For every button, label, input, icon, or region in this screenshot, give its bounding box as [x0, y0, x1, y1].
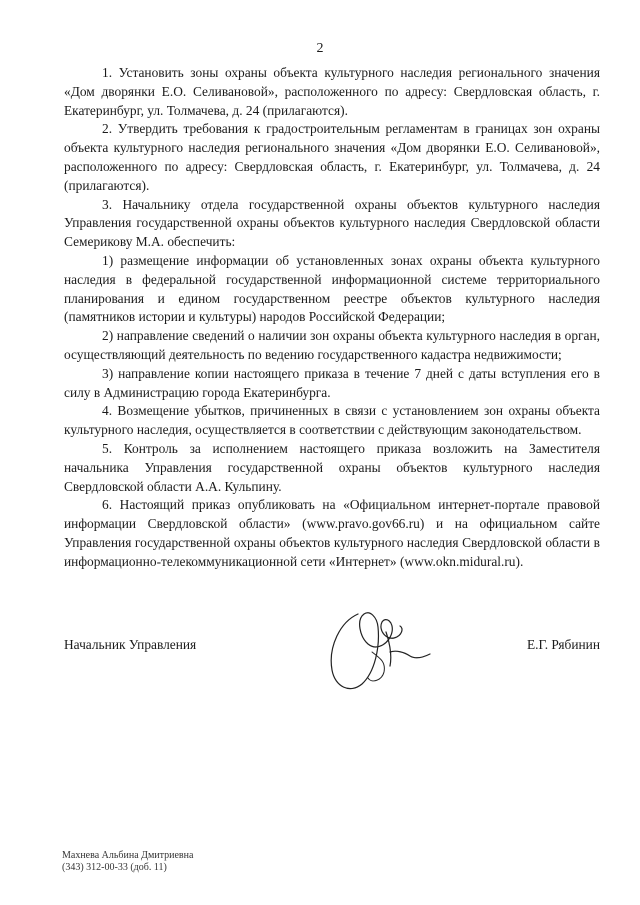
paragraph-2: 2. Утвердить требования к градостроительным регламентам в границах зон охраны объекта культурного наследия регионального значения «Дом дворянки Е.О. Селивановой», расположенного по адресу: Свердловская область, г. Екатеринбург, ул. Толмачева, д. 24 (прилагаются).	[64, 121, 600, 193]
contact-person: Махнева Альбина Дмитриевна	[62, 850, 194, 861]
page-number: 2	[316, 41, 324, 56]
paragraph-3: 3. Начальнику отдела государственной охраны объектов культурного наследия Управления государственной охраны объектов культурного наследия Свердловской области Семерикову М.А. обеспечить:	[64, 196, 600, 250]
paragraph-6: 6. Настоящий приказ опубликовать на «Официальном интернет-портале правовой информации Свердловской области» (www.pravo.gov66.ru) и на официальном сайте Управления государственной охраны объектов культурного наследия Свердловской области в информационно-телекоммуникационной сети «Интернет» (www.okn.midural.ru).	[64, 497, 600, 569]
handwritten-signature	[320, 592, 450, 702]
paragraph-3-item-2: 2) направление сведений о наличии зон охраны объекта культурного наследия в орган, осуществляющий деятельность по ведению государственного кадастра недвижимости;	[64, 328, 600, 362]
paragraph-4: 4. Возмещение убытков, причиненных в связи с установлением зон охраны объекта культурного наследия, осуществляется в соответствии с действующим законодательством.	[64, 403, 600, 438]
contact-info	[62, 850, 193, 874]
paragraph-3-item-3: 3) направление копии настоящего приказа в течение 7 дней с даты вступления его в силу в Администрацию города Екатеринбурга.	[64, 365, 600, 400]
paragraph-5: 5. Контроль за исполнением настоящего приказа возложить на Заместителя начальника Управления государственной охраны объектов культурного наследия Свердловской области А.А. Кульпину.	[64, 440, 600, 494]
signatory-position: Начальник Управления	[64, 637, 197, 652]
contact-phone: (343) 312-00-33 (доб. 11)	[62, 862, 167, 873]
signatory-name: Е.Г. Рябинин	[526, 637, 600, 652]
paragraph-1: 1. Установить зоны охраны объекта культурного наследия регионального значения «Дом дворянки Е.О. Селивановой», расположенного по адресу: Свердловская область, г. Екатеринбург, ул. Толмачева, д. 24 (прилагаются).	[64, 65, 600, 118]
paragraph-3-item-1: 1) размещение информации об установленных зонах охраны объекта культурного наследия в федеральной государственной информационной системе территориального планирования и едином государственном реестре объектов культурного наследия (памятников истории и культуры) народов Российской Федерации;	[64, 252, 600, 325]
document-body	[64, 64, 600, 572]
